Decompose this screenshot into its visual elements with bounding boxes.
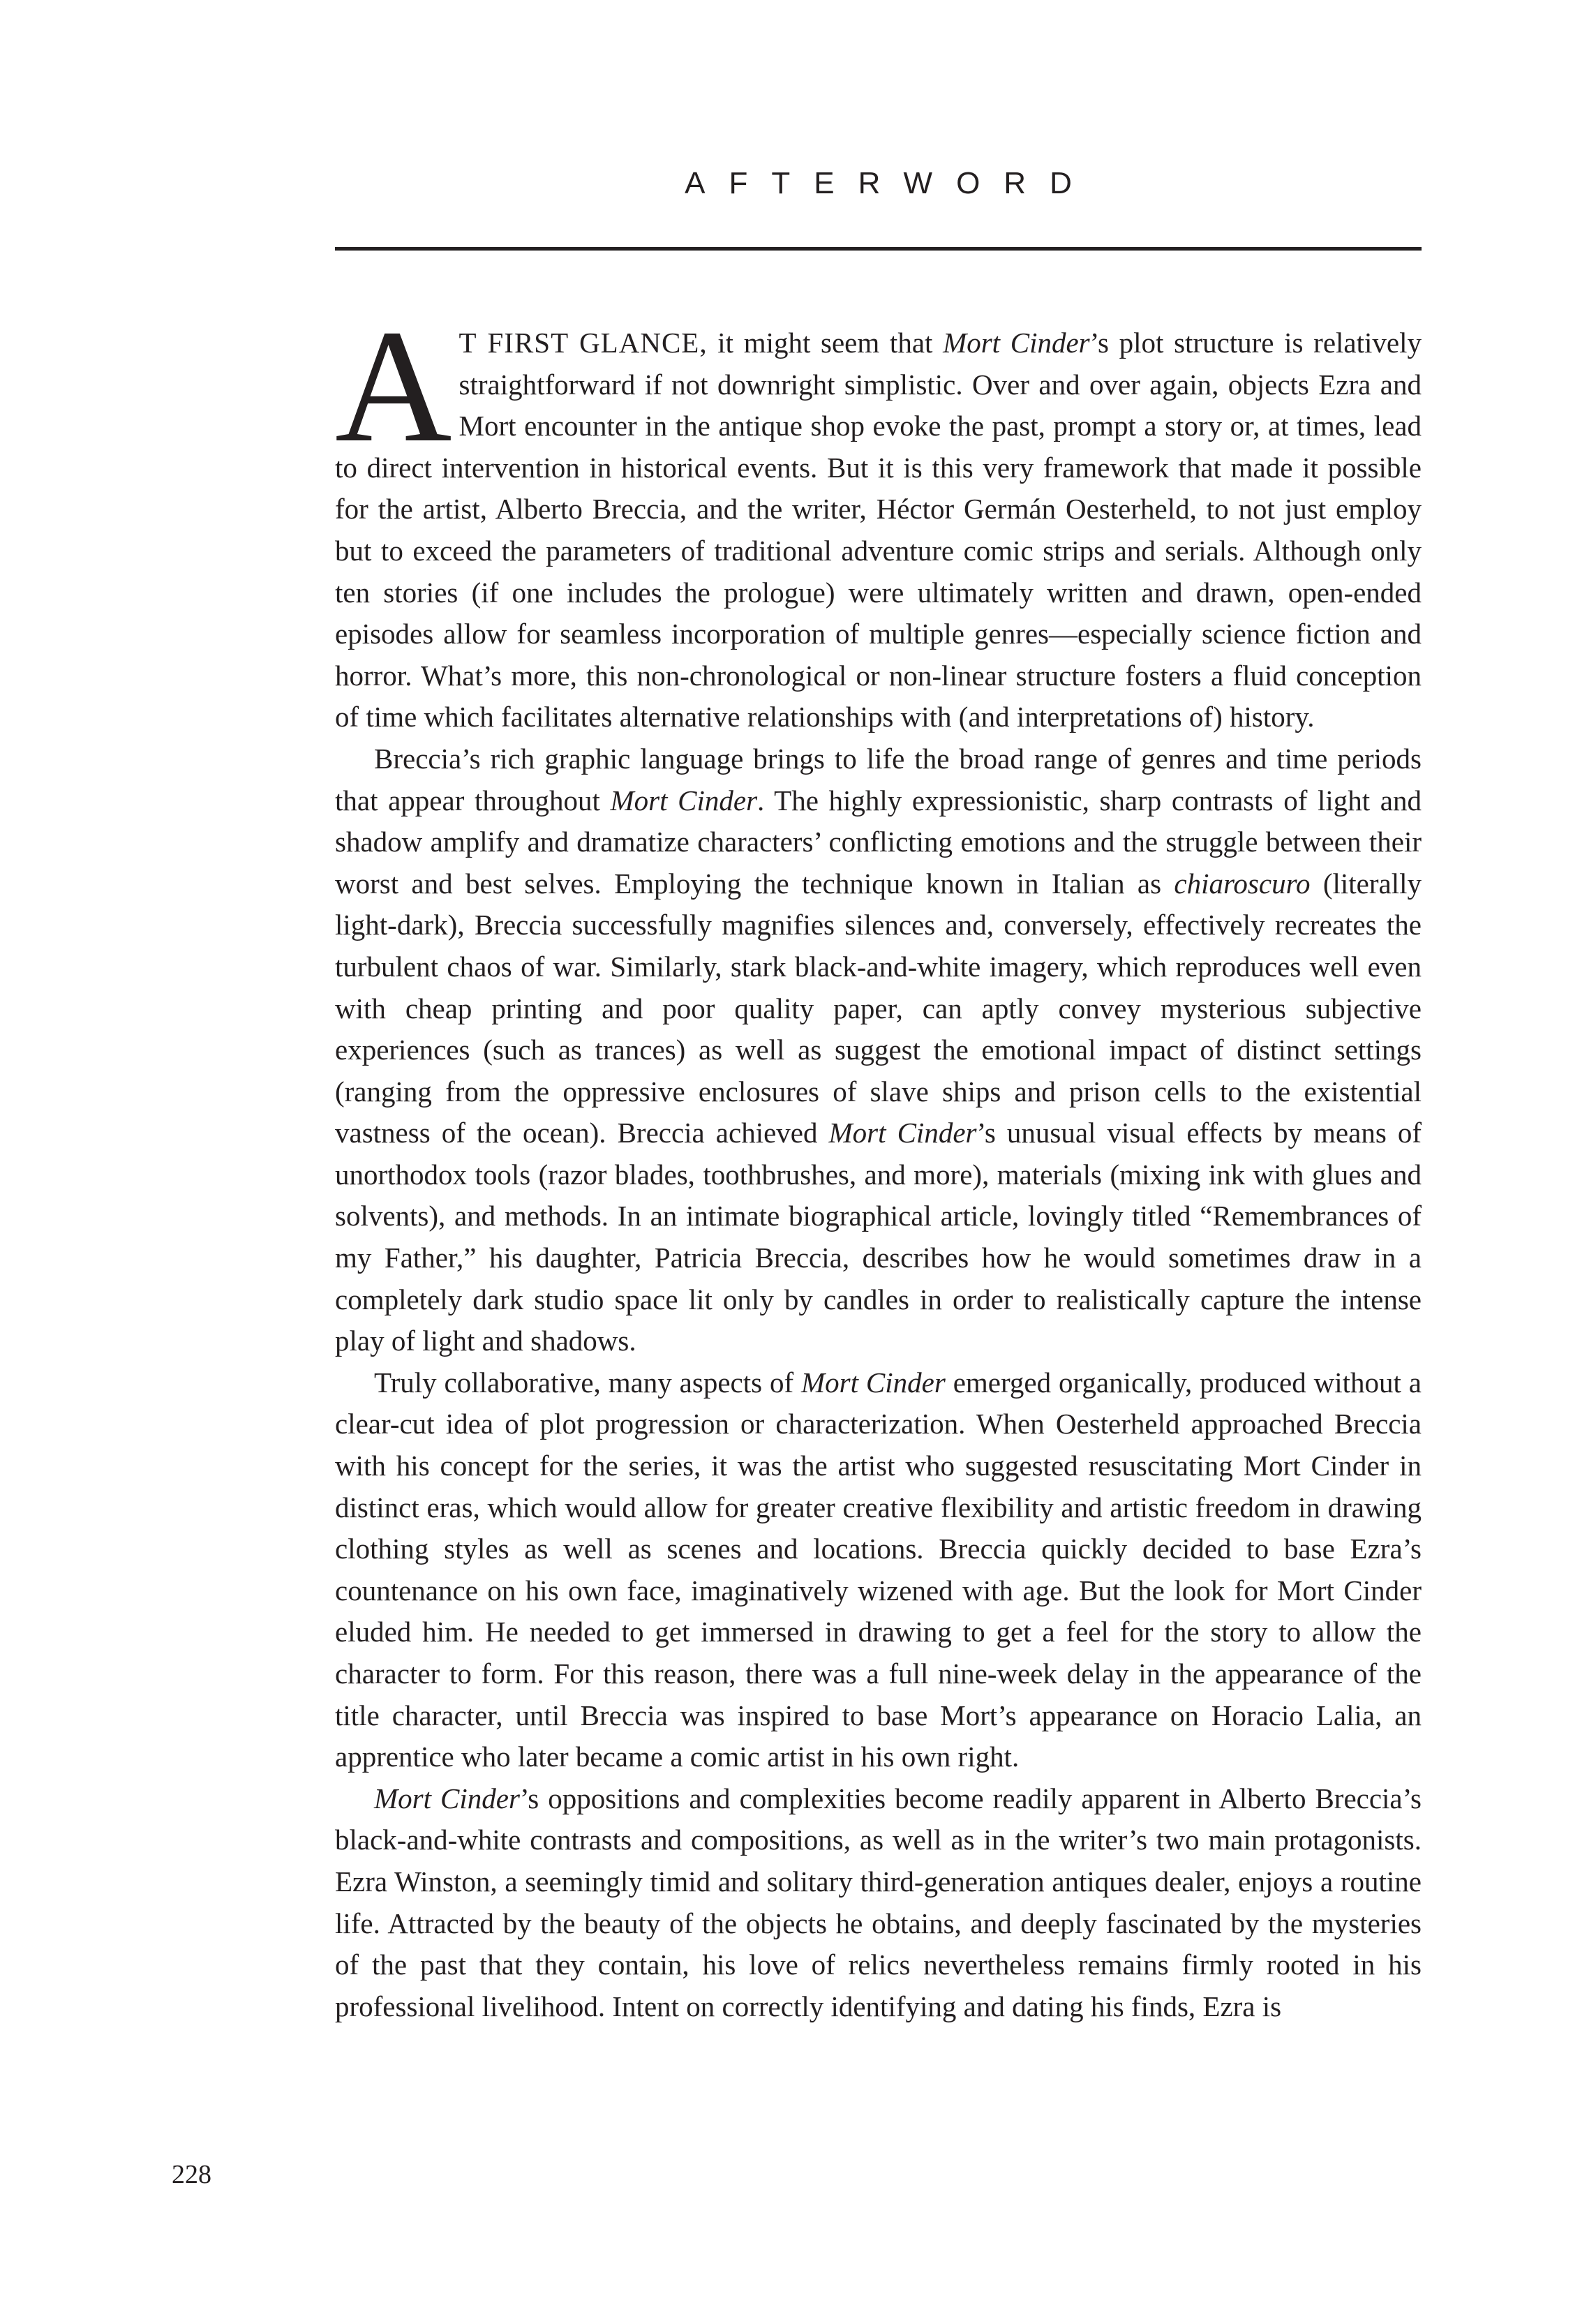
paragraph-2-text-c: . The highly expressionistic, sharp contrasts of light and shadow amplify and dramatize characters’ conflicting emotions and the struggle between their worst and best selves. Employing the technique known in Italian as bbox=[335, 784, 1422, 900]
paragraph-2 bbox=[335, 738, 1422, 1362]
paragraph-3 bbox=[335, 1362, 1422, 1778]
drop-cap: A bbox=[335, 297, 452, 476]
paragraph-4-title-ref: Mort Cinder bbox=[374, 1782, 520, 1814]
paragraph-2-title-ref-1: Mort Cinder bbox=[610, 784, 758, 817]
paragraph-2-term: chiaroscuro bbox=[1174, 867, 1311, 900]
paragraph-4-text-b: ’s oppositions and complexities become readily apparent in Alberto Breccia’s black-and-white contrasts and compositions, as well as in the writer’s two main protagonists. Ezra Winston, a seemingly timid and solitary third-generation antiques dealer, enjoys a routine life. Attracted by the beauty of the objects he obtains, and deeply fascinated by the mysteries of the past that they contain, his love of relics nevertheless remains firmly rooted in his professional livelihood. Intent on correctly identifying and dating his finds, Ezra is bbox=[335, 1782, 1422, 2022]
paragraph-1-text-a: it might seem that bbox=[707, 327, 944, 359]
page-number: 228 bbox=[172, 2160, 211, 2189]
paragraph-3-text-c: emerged organically, produced without a clear-cut idea of plot progression or characterization. When Oesterheld approached Breccia with his concept for the series, it was the artist who suggested resuscitating Mort Cinder in distinct eras, which would allow for greater creative flexibility and artistic freedom in drawing clothing styles as well as scenes and locations. Breccia quickly decided to base Ezra’s countenance on his own face, imaginatively wizened with age. But the look for Mort Cinder eluded him. He needed to get immersed in drawing to get a feel for the story to allow the character to form. For this reason, there was a full nine-week delay in the appearance of the title character, until Breccia was inspired to base Mort’s appearance on Horacio Lalia, an apprentice who later became a comic artist in his own right. bbox=[335, 1366, 1422, 1773]
paragraph-3-title-ref: Mort Cinder bbox=[801, 1366, 946, 1399]
paragraph-3-text-a: Truly collaborative, many aspects of bbox=[374, 1366, 802, 1399]
title-rule bbox=[335, 247, 1422, 251]
paragraph-2-title-ref-2: Mort Cinder bbox=[828, 1117, 977, 1149]
paragraph-4 bbox=[335, 1778, 1422, 2028]
body-text bbox=[335, 297, 1422, 2027]
page-title: AFTERWORD bbox=[685, 166, 1096, 200]
paragraph-1-title-ref: Mort Cinder bbox=[943, 327, 1090, 359]
paragraph-2-text-g: ’s unusual visual effects by means of unorthodox tools (razor blades, toothbrushes, and more), materials (mixing ink with glues and solvents), and methods. In an intimate biographical article, lovingly titled “Remembrances of my Father,” his daughter, Patricia Breccia, describes how he would sometimes draw in a completely dark studio space lit only by candles in order to realistically capture the intense play of light and shadows. bbox=[335, 1117, 1422, 1357]
paragraph-2-text-e: (literally light-dark), Breccia successfully magnifies silences and, conversely, effectively recreates the turbulent chaos of war. Similarly, stark black-and-white imagery, which reproduces well even with cheap printing and poor quality paper, can aptly convey mysterious subjective experiences (such as trances) as well as suggest the emotional impact of distinct settings (ranging from the oppressive enclosures of slave ships and prison cells to the existential vastness of the ocean). Breccia achieved bbox=[335, 867, 1422, 1149]
paragraph-1 bbox=[335, 297, 1422, 738]
lead-in: T FIRST GLANCE, bbox=[458, 327, 708, 359]
paragraph-1-text-c: ’s plot structure is relatively straightforward if not downright simplistic. Over and over again, objects Ezra and Mort encounter in the antique shop evoke the past, prompt a story or, at times, lead to direct intervention in historical events. But it is this very framework that made it possible for the artist, Alberto Breccia, and the writer, Héctor Germán Oesterheld, to not just employ but to exceed the parameters of traditional adventure comic strips and serials. Although only ten stories (if one includes the prologue) were ultimately written and drawn, open-ended episodes allow for seamless incorporation of multiple genres—especially science fiction and horror. What’s more, this non-chronological or non-linear structure fosters a fluid conception of time which facilitates alternative relationships with (and interpretations of) history. bbox=[335, 327, 1422, 733]
paragraph-2-text-a: Breccia’s rich graphic language brings to life the broad range of genres and time periods that appear throughout bbox=[335, 742, 1422, 817]
